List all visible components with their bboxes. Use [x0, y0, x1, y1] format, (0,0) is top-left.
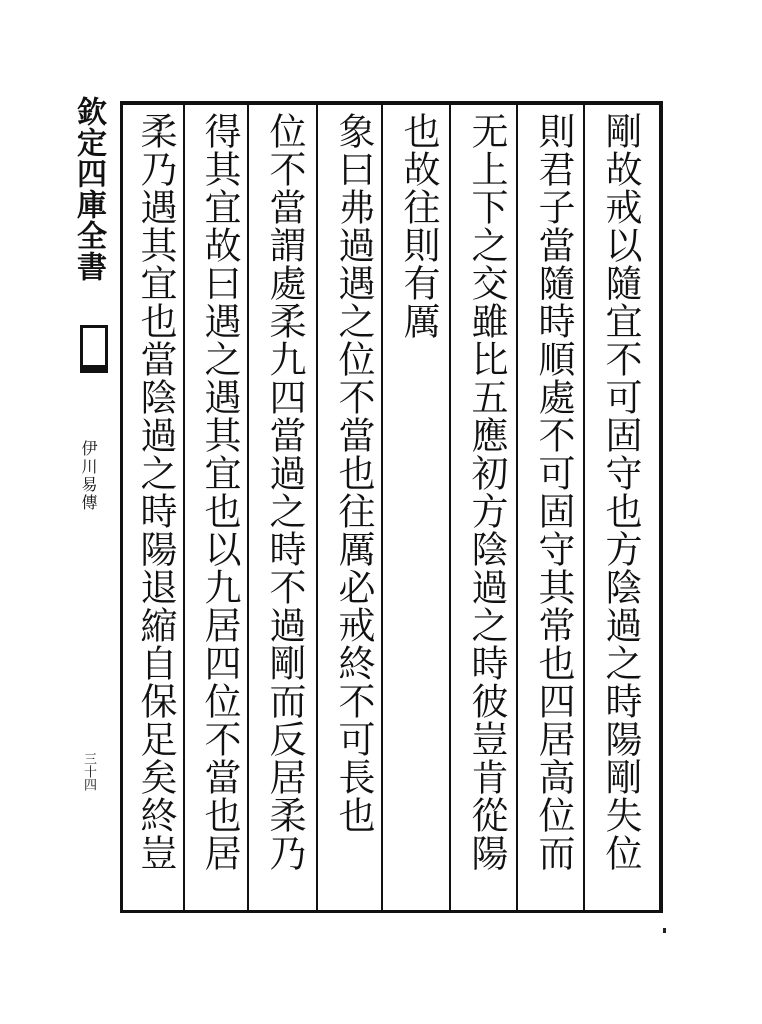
- text-column-5: 象曰弗過遇之位不當也往厲必戒終不可長也: [332, 112, 375, 834]
- column-divider: [449, 103, 451, 911]
- fish-tail-mark-icon: [80, 325, 108, 365]
- column-divider: [381, 103, 383, 911]
- text-column-1: 剛故戒以隨宜不可固守也方陰過之時陽剛失位: [599, 112, 642, 872]
- book-title: 伊川易傳: [79, 440, 98, 512]
- text-column-3: 无上下之交雖比五應初方陰過之時彼豈肯從陽: [465, 112, 508, 872]
- scan-speck: [663, 928, 666, 933]
- collection-title: 欽定四庫全書: [71, 96, 106, 282]
- text-column-6: 位不當謂處柔九四當過之時不過剛而反居柔乃: [263, 112, 306, 872]
- text-column-8: 柔乃遇其宜也當陰過之時陽退縮自保足矣終豈: [134, 112, 177, 872]
- page-number: 三十四: [81, 752, 96, 791]
- column-divider: [247, 103, 249, 911]
- column-divider: [516, 103, 518, 911]
- text-column-4: 也故往則有厲: [397, 112, 440, 340]
- frame-left-edge: [120, 101, 123, 913]
- column-divider: [316, 103, 318, 911]
- text-column-7: 得其宜故曰遇之遇其宜也以九居四位不當也居: [198, 112, 241, 872]
- text-column-2: 則君子當隨時順處不可固守其常也四居高位而: [532, 112, 575, 872]
- column-divider: [583, 103, 585, 911]
- column-divider: [183, 103, 185, 911]
